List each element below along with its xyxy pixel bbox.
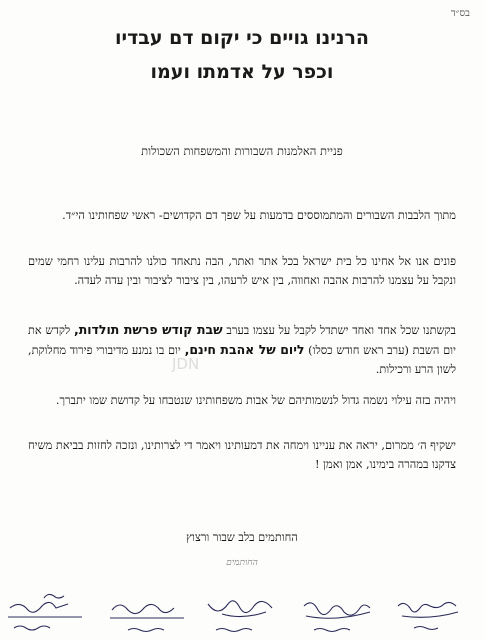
signatures-row [0, 586, 484, 640]
signature-3 [202, 586, 288, 640]
signature-2 [104, 586, 190, 640]
signature-5 [388, 586, 474, 640]
paragraph-1: מתוך הלבבות השבורים והמתמוססים בדמעות על שפך דם הקדושים- ראשי שפחותינו הי״ד. [62, 209, 456, 222]
paragraph-2: פונים אנו אל אחינו כל בית ישראל בכל אתר ואתר, הבה נתאחד כולנו להרבות עלינו רחמי שמים ונקבל על עצמנו להרבות אהבה ואחווה, בין איש לרעהו, בין ציבור לציבור ובין עדה לעדה. [28, 255, 456, 287]
subtitle: פניית האלמנות השבורות והמשפחות השכולות [141, 144, 343, 158]
signature-4 [296, 586, 382, 640]
paragraph-3 [28, 320, 456, 379]
paragraph-4: ויהיה בזה עילוי נשמה גדול לנשמותיהם של אבות משפחותינו שנטבחו על קדושת שמו יתברך. [55, 394, 456, 407]
paragraph-3-bold-ahavat-chinam: ליום של אהבת חינם, [184, 342, 305, 357]
paragraph-3-middle: לקדש את יום השבת (ערב ראש חודש כסלו) [28, 324, 456, 357]
title-line-2: וכפר על אדמתו ועמו [150, 61, 334, 83]
paragraph-3-bold-parasha: שבת קודש פרשת תולדות, [73, 322, 223, 337]
paragraph-5: ישקיף ה׳ ממרום, יראה את עניינו וימחה את דמעותינו ויאמר די לצרותינו, ונזכה לחזות בביאת משיח צדקנו במהרה בימינו, אמן ואמן ! [28, 439, 456, 471]
paragraph-3-end: יום בו נמנע מדיבורי פירוד מחלוקת, לשון הרע ורכילות. [28, 344, 456, 376]
signatures-caption: החותמים [226, 558, 258, 568]
paragraph-3-intro: בקשתנו שכל אחד ואחד ישתדל לקבל על עצמו בערב [222, 324, 456, 337]
closing-line: החותמים בלב שבור ורצוץ [186, 531, 298, 544]
title-line-1: הרנינו גויים כי יקום דם עבדיו [115, 27, 369, 49]
signature-1 [4, 586, 90, 640]
watermark: JDN [172, 355, 200, 373]
bsd-mark: בס״ד [450, 8, 470, 19]
